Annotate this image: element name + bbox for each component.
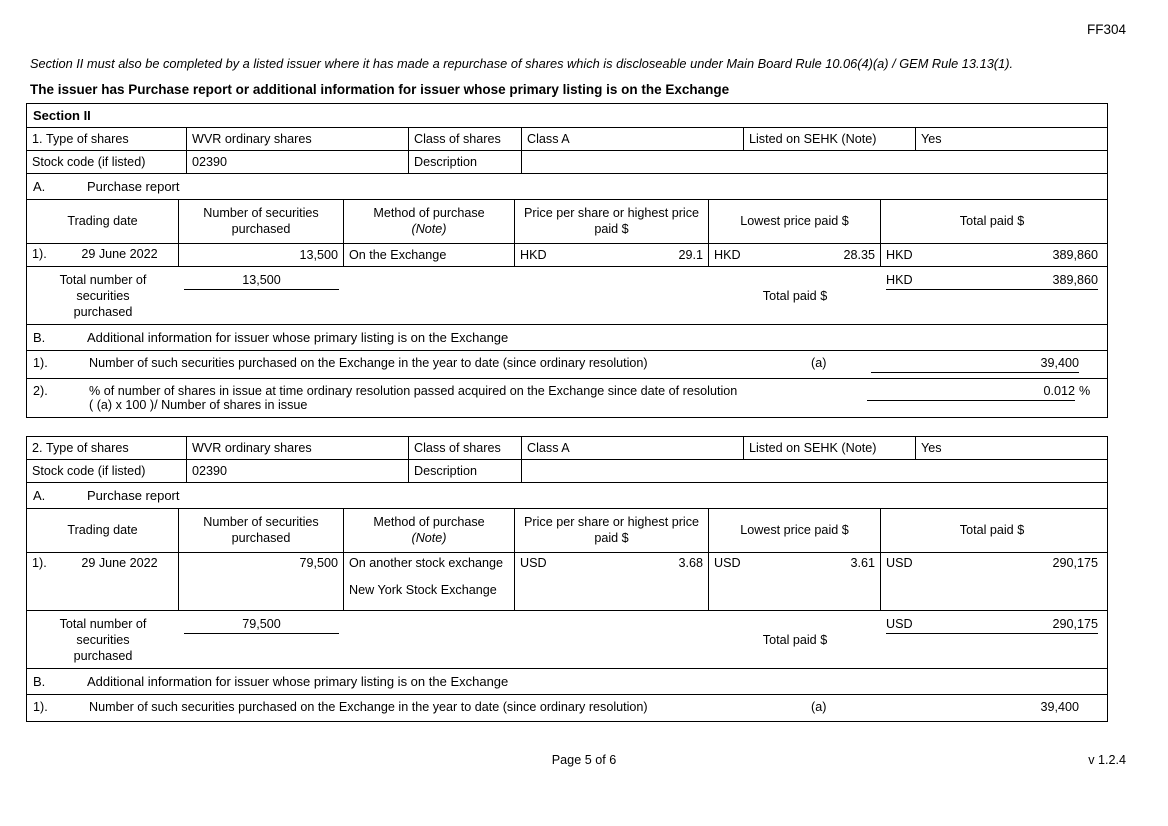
column-method-line2-2: (Note): [411, 530, 447, 545]
additional-info-title-row: [27, 325, 1107, 351]
column-method-line2: (Note): [411, 221, 447, 236]
section-ii-block-2: [26, 436, 1108, 722]
description-label: Description: [409, 151, 522, 173]
class-of-shares-value-2: Class A: [522, 437, 744, 459]
table-row: [27, 244, 1107, 267]
column-price-2: [515, 509, 709, 552]
additional-info-text-2: Additional information for issuer whose primary listing is on the Exchange: [87, 673, 509, 689]
class-of-shares-value: Class A: [522, 128, 744, 150]
row-number-purchased: 13,500: [179, 244, 344, 266]
section-header-row: [27, 104, 1107, 128]
info-1-number: 1).: [33, 355, 48, 370]
column-number-purchased-line1: Number of securities: [203, 206, 319, 220]
row-price-currency-2: USD: [520, 556, 547, 571]
row-total-paid: [881, 244, 1103, 266]
row-price-value: 29.1: [678, 248, 703, 263]
column-total-paid: [881, 200, 1103, 243]
description-value: [522, 151, 1107, 173]
column-number-purchased-line2-2: purchased: [231, 530, 291, 545]
column-number-purchased-line1-2: Number of securities: [203, 515, 319, 529]
totals-row-2: [27, 611, 1107, 668]
info-row-1-2: [27, 695, 1107, 721]
column-price-line1-2: Price per share or highest price: [524, 515, 699, 529]
type-of-shares-index-2: 2.: [32, 441, 43, 455]
additional-info-title-row-2: [27, 669, 1107, 695]
total-number-label-line1: Total number of securities: [59, 273, 147, 304]
row-lowest-price-2: [709, 553, 881, 610]
purchase-report-letter-2: A.: [33, 488, 46, 503]
row-number-purchased-2: 79,500: [179, 553, 344, 610]
listed-on-sehk-value-2: Yes: [921, 441, 942, 455]
totals-total-paid-label: Total paid $: [762, 288, 828, 303]
info-1-number-2: 1).: [33, 699, 48, 714]
type-of-shares-value-2: WVR ordinary shares: [187, 437, 409, 459]
type-of-shares-text-2: Type of shares: [46, 441, 129, 455]
column-number-purchased-line2: purchased: [231, 221, 291, 236]
row-price: [515, 244, 709, 266]
description-value-2: [522, 460, 1107, 482]
total-number-label-2: [27, 611, 179, 667]
purchase-table-header: [27, 200, 1107, 244]
row-lowest-currency-2: USD: [714, 556, 741, 571]
purchase-report-title-row-2: [27, 483, 1107, 509]
stock-code-label-2: Stock code (if listed): [27, 460, 187, 482]
total-number-label: [27, 267, 179, 323]
row-method: On the Exchange: [344, 244, 515, 266]
listed-on-sehk-label: Listed on SEHK (Note): [744, 128, 916, 150]
stock-code-row: [27, 151, 1107, 174]
totals-spacer-2-2: [515, 611, 709, 667]
additional-info-text: Additional information for issuer whose primary listing is on the Exchange: [87, 329, 509, 345]
info-2-text: [89, 384, 807, 412]
row-price-currency: HKD: [520, 248, 547, 263]
row-lowest-currency: HKD: [714, 248, 741, 263]
column-price: [515, 200, 709, 243]
total-number-value-cell-2: [179, 611, 344, 667]
info-1-text: Number of such securities purchased on the Exchange in the year to date (since ordinary resolution): [89, 355, 648, 370]
type-of-shares-label: [27, 128, 187, 150]
totals-row: [27, 267, 1107, 324]
info-1-mark: (a): [811, 355, 827, 370]
stock-code-label: Stock code (if listed): [27, 151, 187, 173]
row-lowest-value: 28.35: [843, 248, 875, 263]
info-1-mark-2: (a): [811, 699, 827, 714]
totals-spacer-1-2: [344, 611, 515, 667]
totals-total-paid-value-2: 290,175: [1052, 617, 1098, 632]
total-number-value: 13,500: [184, 273, 339, 290]
column-lowest-price-2: [709, 509, 881, 552]
table-row-2: [27, 553, 1107, 611]
row-trading-date-cell-2: [27, 553, 179, 610]
row-method-line2-2: New York Stock Exchange: [349, 583, 497, 598]
additional-info-letter: B.: [33, 329, 46, 345]
column-method: [344, 200, 515, 243]
totals-total-paid-value: 389,860: [1052, 273, 1098, 288]
additional-info-title-2: [27, 669, 1107, 694]
total-number-label-line1-2: Total number of securities: [59, 617, 147, 648]
column-trading-date-label-2: Trading date: [67, 522, 138, 537]
type-of-shares-row-2: [27, 437, 1107, 460]
column-number-purchased-2: [179, 509, 344, 552]
total-number-label-line2: purchased: [73, 304, 133, 319]
total-number-value-cell: [179, 267, 344, 323]
column-total-paid-label-2: Total paid $: [959, 522, 1025, 537]
type-of-shares-value: WVR ordinary shares: [187, 128, 409, 150]
totals-total-paid-currency-2: USD: [886, 617, 913, 632]
info-2-value: 0.012: [867, 384, 1075, 401]
row-method-line1-2: On another stock exchange: [349, 556, 504, 571]
info-row-2: [27, 379, 1107, 417]
purchase-report-title: [27, 174, 1107, 199]
additional-info-letter-2: B.: [33, 673, 46, 689]
row-total-value-2: 290,175: [1052, 556, 1098, 571]
purchase-report-title-row: [27, 174, 1107, 200]
column-price-line2: paid $: [594, 221, 629, 236]
column-lowest-price-label-2: Lowest price paid $: [740, 522, 849, 537]
column-method-line1: Method of purchase: [373, 206, 485, 220]
class-of-shares-label-2: Class of shares: [409, 437, 522, 459]
totals-total-paid-label-2: Total paid $: [762, 632, 828, 647]
column-total-paid-label: Total paid $: [959, 213, 1025, 228]
footer-version: v 1.2.4: [1088, 753, 1126, 767]
purchase-table-header-2: [27, 509, 1107, 553]
section-header-label: Section II: [33, 108, 91, 123]
info-2-text-line2: ( (a) x 100 )/ Number of shares in issue: [89, 397, 308, 412]
row-total-currency: HKD: [886, 248, 913, 263]
row-trading-date: 29 June 2022: [81, 247, 158, 262]
row-lowest-price: [709, 244, 881, 266]
stock-code-value: 02390: [187, 151, 409, 173]
row-price-2: [515, 553, 709, 610]
intro-heading: The issuer has Purchase report or additional information for issuer whose primary listing is on the Exchange: [30, 82, 730, 97]
info-2-number: 2).: [33, 383, 48, 398]
totals-spacer-1: [344, 267, 515, 323]
info-2-text-line1: % of number of shares in issue at time ordinary resolution passed acquired on the Exchange since date of resolution: [89, 383, 738, 398]
column-number-purchased: [179, 200, 344, 243]
type-of-shares-row: [27, 128, 1107, 151]
type-of-shares-index: 1.: [32, 132, 43, 146]
info-1-value-2: 39,400: [1040, 699, 1079, 714]
row-lowest-value-2: 3.61: [850, 556, 875, 571]
column-trading-date-label: Trading date: [67, 213, 138, 228]
total-number-value-2: 79,500: [184, 617, 339, 634]
listed-on-sehk-value: Yes: [921, 132, 942, 146]
info-1-text-2: Number of such securities purchased on the Exchange in the year to date (since ordinary resolution): [89, 699, 648, 714]
column-trading-date: [27, 200, 179, 243]
totals-total-paid-cell: [881, 267, 1103, 323]
form-code: FF304: [1086, 22, 1126, 37]
type-of-shares-label-2: [27, 437, 187, 459]
additional-info-title: [27, 325, 1107, 350]
stock-code-row-2: [27, 460, 1107, 483]
info-2-percent-sign: %: [1079, 383, 1091, 398]
row-price-value-2: 3.68: [678, 556, 703, 571]
row-number: 1).: [32, 247, 47, 262]
column-method-2: [344, 509, 515, 552]
row-total-value: 389,860: [1052, 248, 1098, 263]
purchase-report-title-2: [27, 483, 1107, 508]
total-number-label-line2-2: purchased: [73, 648, 133, 663]
listed-on-sehk-label-2: Listed on SEHK (Note): [744, 437, 916, 459]
row-total-paid-2: [881, 553, 1103, 610]
purchase-report-text-2: Purchase report: [87, 488, 180, 503]
stock-code-value-2: 02390: [187, 460, 409, 482]
description-label-2: Description: [409, 460, 522, 482]
info-row-1: [27, 351, 1107, 379]
intro-note: Section II must also be completed by a listed issuer where it has made a repurchase of shares which is discloseable under Main Board Rule 10.06(4)(a) / GEM Rule 13.13(1).: [30, 56, 1014, 71]
purchase-report-text: Purchase report: [87, 179, 180, 194]
section-ii-block-1: [26, 103, 1108, 418]
row-total-currency-2: USD: [886, 556, 913, 571]
column-price-line1: Price per share or highest price: [524, 206, 699, 220]
column-price-line2-2: paid $: [594, 530, 629, 545]
footer-page-number: Page 5 of 6: [551, 753, 617, 767]
totals-total-paid-cell-2: [881, 611, 1103, 667]
row-method-2: [344, 553, 515, 610]
column-method-line1-2: Method of purchase: [373, 515, 485, 529]
info-1-value: 39,400: [871, 356, 1079, 373]
row-number-2: 1).: [32, 556, 47, 571]
column-lowest-price-label: Lowest price paid $: [740, 213, 849, 228]
totals-spacer-2: [515, 267, 709, 323]
row-trading-date-2: 29 June 2022: [81, 556, 158, 571]
column-total-paid-2: [881, 509, 1103, 552]
totals-total-paid-currency: HKD: [886, 273, 913, 288]
row-trading-date-cell: [27, 244, 179, 266]
type-of-shares-text: Type of shares: [46, 132, 129, 146]
column-lowest-price: [709, 200, 881, 243]
column-trading-date-2: [27, 509, 179, 552]
purchase-report-letter: A.: [33, 179, 46, 194]
class-of-shares-label: Class of shares: [409, 128, 522, 150]
